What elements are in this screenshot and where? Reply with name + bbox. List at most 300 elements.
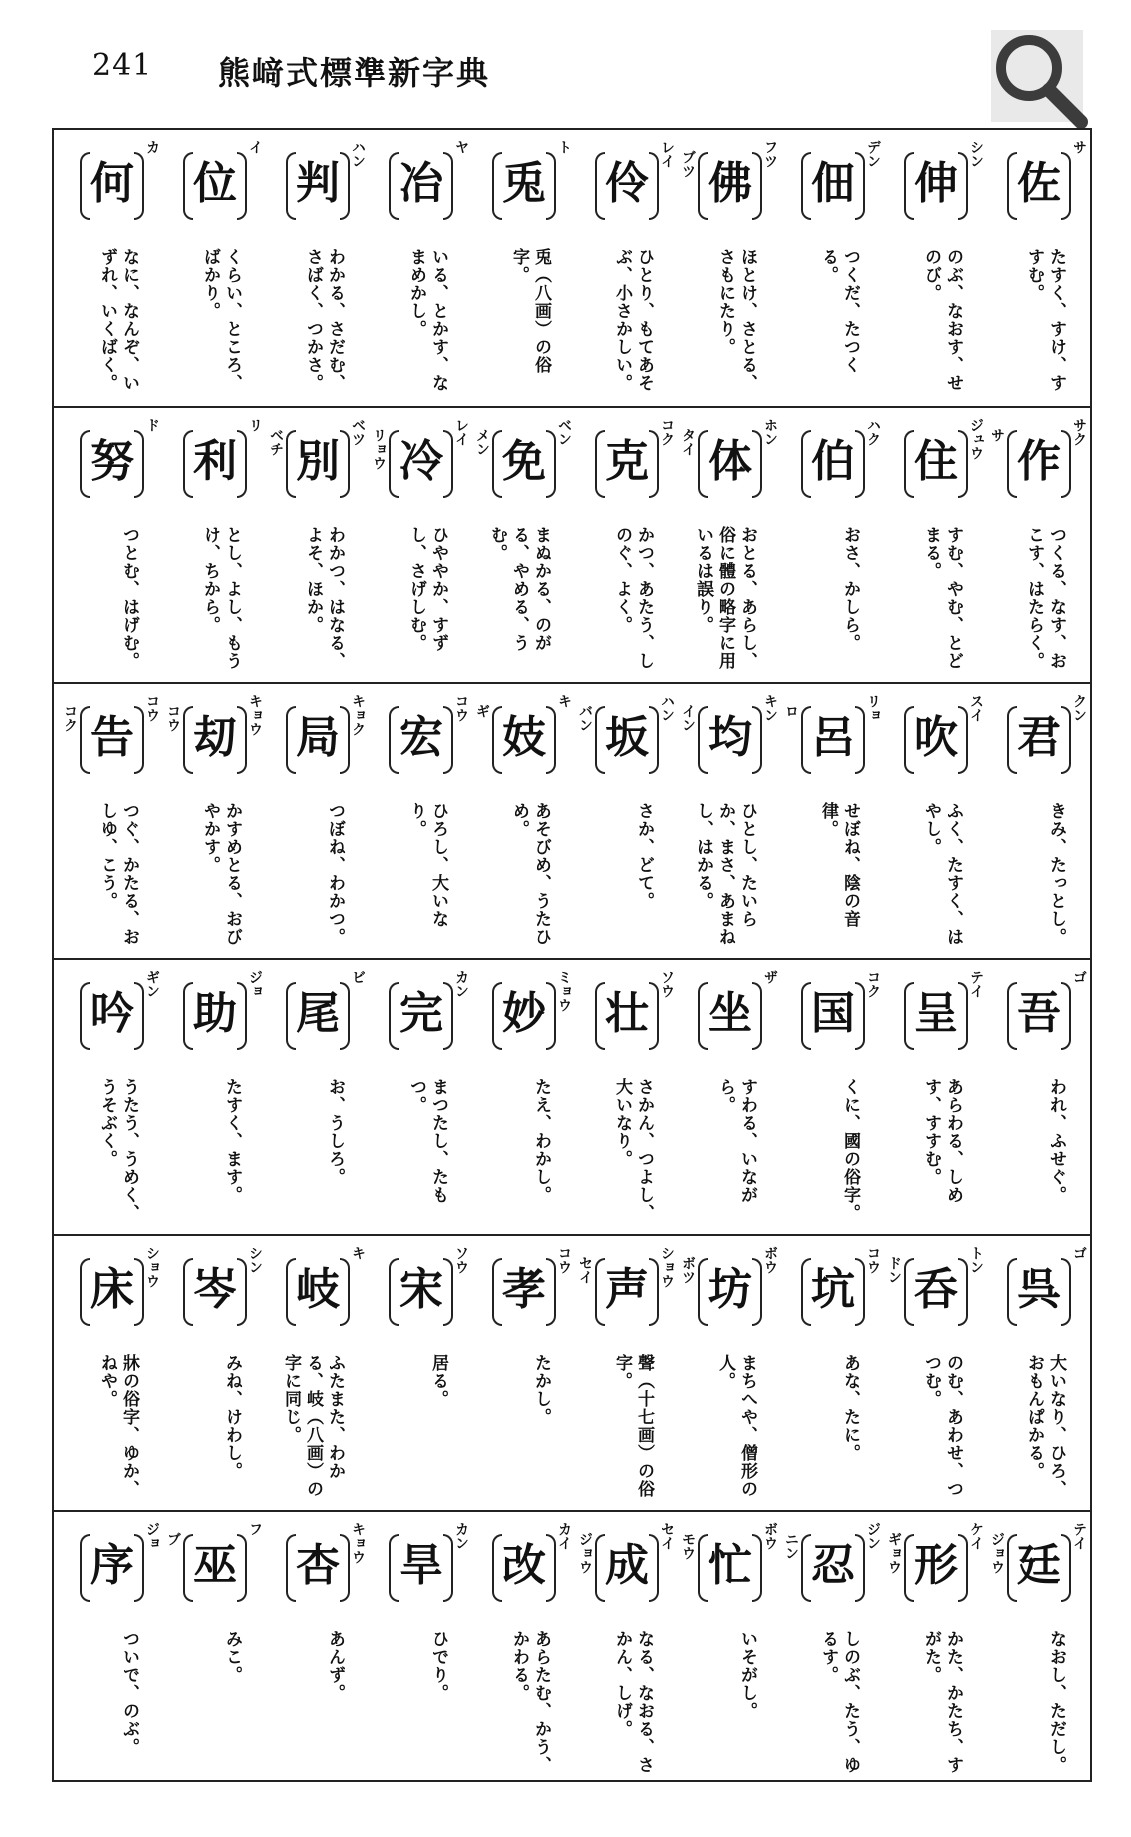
kanji-bracket	[1011, 982, 1067, 1052]
dictionary-entry	[60, 130, 162, 406]
kanji-character: 兎	[502, 158, 546, 209]
kanji-bracket	[599, 152, 655, 222]
kanji-meaning: 牀の俗字、ゆか、ねや。	[97, 1354, 139, 1498]
kanji-character: 呑	[914, 1264, 958, 1315]
kanji-reading: ジン	[865, 1522, 881, 1550]
kanji-character: 成	[605, 1540, 649, 1591]
kanji-bracket	[393, 430, 449, 500]
kanji-meaning: まぬかる、のがる、やめる、うむ。	[487, 526, 551, 652]
kanji-character: 巫	[193, 1540, 237, 1591]
kanji-character: 作	[1017, 436, 1061, 487]
kanji-reading-alt: ドン	[886, 1256, 902, 1284]
kanji-bracket	[702, 1534, 758, 1604]
kanji-meaning: おとる、あらし、俗に體の略字に用いるは誤り。	[693, 526, 757, 670]
dictionary-entry	[678, 130, 780, 406]
dictionary-entry	[266, 960, 368, 1236]
kanji-reading-alt: ギ	[474, 704, 490, 718]
kanji-bracket	[290, 430, 346, 500]
kanji-reading: レイ	[453, 418, 469, 446]
dictionary-entry	[575, 684, 677, 960]
kanji-reading: キ	[556, 694, 572, 708]
kanji-meaning: なおし、ただし。	[1046, 1630, 1066, 1774]
kanji-character: 冷	[399, 436, 443, 487]
dictionary-entry	[884, 684, 986, 960]
kanji-reading: デン	[865, 140, 881, 168]
kanji-character: 岑	[193, 1264, 237, 1315]
kanji-meaning: ふたまた、わかる、岐（八画）の字に同じ。	[281, 1354, 345, 1498]
kanji-reading-alt: リョウ	[371, 428, 387, 470]
kanji-character: 努	[90, 436, 134, 487]
kanji-character: 佐	[1017, 158, 1061, 209]
kanji-character: 改	[502, 1540, 546, 1591]
kanji-meaning: いる、とかす、なまめかし。	[406, 248, 448, 392]
dictionary-entry	[781, 408, 883, 684]
entry-row	[54, 406, 1090, 682]
kanji-bracket	[702, 430, 758, 500]
kanji-bracket	[1011, 706, 1067, 776]
kanji-reading: カイ	[556, 1522, 572, 1550]
kanji-meaning: あらたむ、かう、かわる。	[509, 1630, 551, 1774]
kanji-meaning: あんず。	[325, 1630, 345, 1702]
dictionary-entry	[60, 960, 162, 1236]
kanji-reading-alt: メン	[474, 428, 490, 456]
kanji-character: 免	[502, 436, 546, 487]
kanji-reading: シン	[968, 140, 984, 168]
kanji-reading: ザ	[762, 970, 778, 984]
kanji-reading-alt: ギョウ	[886, 1532, 902, 1574]
book-title: 熊﨑式標準新字典	[218, 54, 491, 92]
kanji-bracket	[84, 430, 140, 500]
kanji-character: 坂	[605, 712, 649, 763]
dictionary-entry	[369, 960, 471, 1236]
kanji-bracket	[84, 706, 140, 776]
kanji-character: 佃	[811, 158, 855, 209]
kanji-reading: キョク	[350, 694, 366, 736]
kanji-bracket	[805, 152, 861, 222]
kanji-bracket	[290, 982, 346, 1052]
dictionary-entry	[369, 1236, 471, 1512]
kanji-reading: コウ	[556, 1246, 572, 1274]
kanji-reading: コウ	[865, 1246, 881, 1274]
kanji-meaning: 聲（十七画）の俗字。	[612, 1354, 654, 1498]
kanji-reading: コウ	[453, 694, 469, 722]
kanji-character: 尾	[296, 988, 340, 1039]
kanji-bracket	[908, 982, 964, 1052]
kanji-reading: リョ	[865, 694, 881, 722]
kanji-bracket	[84, 982, 140, 1052]
kanji-bracket	[1011, 430, 1067, 500]
kanji-character: 体	[708, 436, 752, 487]
entry-row	[54, 958, 1090, 1234]
kanji-character: 床	[90, 1264, 134, 1315]
kanji-meaning: つとむ、はげむ。	[119, 526, 139, 670]
dictionary-entry	[781, 960, 883, 1236]
kanji-reading-alt: サ	[989, 428, 1005, 442]
kanji-character: 声	[605, 1264, 649, 1315]
kanji-meaning: 大いなり、ひろ、おもんぱかる。	[1024, 1354, 1066, 1498]
kanji-reading: ゴ	[1071, 970, 1087, 984]
kanji-meaning: まちへや、僧形の人。	[715, 1354, 757, 1498]
kanji-character: 住	[914, 436, 958, 487]
dictionary-entry	[266, 408, 368, 684]
dictionary-entry	[472, 130, 574, 406]
kanji-bracket	[702, 706, 758, 776]
kanji-character: 坑	[811, 1264, 855, 1315]
kanji-meaning: わかる、さだむ、さばく、つかさ。	[303, 248, 345, 392]
kanji-bracket	[599, 982, 655, 1052]
kanji-meaning: お、うしろ。	[325, 1078, 345, 1186]
kanji-bracket	[393, 706, 449, 776]
kanji-character: 孝	[502, 1264, 546, 1315]
kanji-bracket	[702, 982, 758, 1052]
dictionary-entry	[163, 960, 265, 1236]
dictionary-entry	[369, 1512, 471, 1788]
kanji-bracket	[805, 430, 861, 500]
kanji-reading: カ	[144, 140, 160, 154]
kanji-meaning: まつたし、たもつ。	[406, 1078, 448, 1204]
kanji-meaning: きみ、たっとし。	[1046, 802, 1066, 946]
dictionary-entry	[472, 684, 574, 960]
kanji-character: 杏	[296, 1540, 340, 1591]
kanji-bracket	[187, 982, 243, 1052]
kanji-bracket	[187, 1258, 243, 1328]
dictionary-entry	[987, 408, 1089, 684]
kanji-reading: サク	[1071, 418, 1087, 446]
kanji-character: 呂	[811, 712, 855, 763]
kanji-bracket	[393, 1534, 449, 1604]
kanji-meaning: あらわる、しめす、すすむ。	[921, 1078, 963, 1204]
dictionary-entry	[781, 1512, 883, 1788]
kanji-meaning: かすめとる、おびやかす。	[200, 802, 242, 946]
kanji-bracket	[1011, 152, 1067, 222]
dictionary-entry	[266, 684, 368, 960]
dictionary-entry	[60, 408, 162, 684]
dictionary-entry	[884, 408, 986, 684]
kanji-bracket	[84, 152, 140, 222]
kanji-character: 吾	[1017, 988, 1061, 1039]
magnifier-icon[interactable]	[985, 20, 1095, 132]
dictionary-entry	[163, 408, 265, 684]
dictionary-entry	[678, 1236, 780, 1512]
kanji-bracket	[496, 1534, 552, 1604]
kanji-bracket	[496, 982, 552, 1052]
dictionary-entry	[369, 130, 471, 406]
kanji-reading: ボウ	[762, 1246, 778, 1274]
kanji-meaning: わかつ、はなる、よそ、ほか。	[303, 526, 345, 670]
kanji-meaning: ふく、たすく、はやし。	[921, 802, 963, 946]
kanji-meaning: せぼね、陰の音律。	[818, 802, 860, 928]
kanji-character: 呈	[914, 988, 958, 1039]
kanji-meaning: のむ、あわせ、つつむ。	[921, 1354, 963, 1498]
dictionary-entry	[575, 130, 677, 406]
dictionary-entry	[987, 960, 1089, 1236]
kanji-meaning: くに、國の俗字。	[840, 1078, 860, 1222]
kanji-meaning: すむ、やむ、とどまる。	[921, 526, 963, 670]
kanji-reading: コウ	[144, 694, 160, 722]
dictionary-entry	[575, 1512, 677, 1788]
kanji-meaning: おさ、かしら。	[840, 526, 860, 652]
kanji-character: 克	[605, 436, 649, 487]
kanji-bracket	[496, 430, 552, 500]
kanji-reading: ハン	[350, 140, 366, 168]
kanji-reading: ソウ	[453, 1246, 469, 1274]
kanji-bracket	[496, 1258, 552, 1328]
kanji-bracket	[599, 1534, 655, 1604]
kanji-reading: リ	[247, 418, 263, 432]
kanji-meaning: なに、なんぞ、いずれ、いくばく。	[97, 248, 139, 392]
kanji-meaning: かた、かたち、すがた。	[921, 1630, 963, 1774]
dictionary-entry	[575, 408, 677, 684]
kanji-bracket	[599, 1258, 655, 1328]
kanji-reading-alt: コク	[62, 704, 78, 732]
kanji-reading: トン	[968, 1246, 984, 1274]
kanji-bracket	[908, 706, 964, 776]
kanji-character: 君	[1017, 712, 1061, 763]
dictionary-entry	[987, 684, 1089, 960]
kanji-character: 別	[296, 436, 340, 487]
kanji-reading: スイ	[968, 694, 984, 722]
kanji-bracket	[496, 706, 552, 776]
dictionary-entry	[987, 1236, 1089, 1512]
dictionary-entry	[472, 960, 574, 1236]
kanji-bracket	[1011, 1258, 1067, 1328]
kanji-reading: ビ	[350, 970, 366, 984]
kanji-bracket	[702, 1258, 758, 1328]
kanji-meaning: ほとけ、さとる、さもにたり。	[715, 248, 757, 392]
kanji-reading-alt: ベチ	[268, 428, 284, 456]
kanji-meaning: うたう、うめく、うそぶく。	[97, 1078, 139, 1222]
kanji-character: 忙	[708, 1540, 752, 1591]
kanji-meaning: あな、たに。	[840, 1354, 860, 1462]
dictionary-entry	[575, 1236, 677, 1512]
kanji-bracket	[187, 706, 243, 776]
kanji-bracket	[290, 152, 346, 222]
kanji-character: 位	[193, 158, 237, 209]
kanji-meaning: さか、どて。	[634, 802, 654, 910]
dictionary-entry	[266, 1236, 368, 1512]
kanji-bracket	[393, 982, 449, 1052]
entry-row	[54, 1510, 1090, 1786]
kanji-meaning: ひややか、すずし、さげしむ。	[406, 526, 448, 652]
kanji-reading-alt: モウ	[680, 1532, 696, 1560]
dictionary-entry	[266, 1512, 368, 1788]
kanji-character: 妙	[502, 988, 546, 1039]
kanji-meaning: なる、なおる、さかん、しげ。	[612, 1630, 654, 1774]
kanji-reading-alt: ニン	[783, 1532, 799, 1560]
kanji-reading-alt: ジョウ	[989, 1532, 1005, 1574]
kanji-meaning: たえ、わかし。	[531, 1078, 551, 1204]
kanji-meaning: あそびめ、うたひめ。	[509, 802, 551, 946]
kanji-reading: フツ	[762, 140, 778, 168]
dictionary-entry	[472, 408, 574, 684]
kanji-bracket	[599, 430, 655, 500]
dictionary-grid	[52, 128, 1092, 1782]
kanji-bracket	[84, 1258, 140, 1328]
kanji-reading: ジョ	[144, 1522, 160, 1550]
kanji-character: 岐	[296, 1264, 340, 1315]
dictionary-entry	[575, 960, 677, 1236]
dictionary-entry	[472, 1512, 574, 1788]
kanji-reading: レイ	[659, 140, 675, 168]
dictionary-entry	[60, 684, 162, 960]
kanji-character: 判	[296, 158, 340, 209]
kanji-character: 伯	[811, 436, 855, 487]
kanji-character: 忍	[811, 1540, 855, 1591]
kanji-reading-alt: ジョウ	[577, 1532, 593, 1574]
kanji-reading: ジョ	[247, 970, 263, 998]
dictionary-entry	[369, 408, 471, 684]
kanji-reading: ギン	[144, 970, 160, 998]
dictionary-entry	[163, 1512, 265, 1788]
kanji-reading-alt: タイ	[680, 428, 696, 456]
kanji-reading-alt: ボツ	[680, 1256, 696, 1284]
dictionary-entry	[266, 130, 368, 406]
kanji-reading: カン	[453, 1522, 469, 1550]
kanji-reading: ケイ	[968, 1522, 984, 1550]
kanji-character: 吹	[914, 712, 958, 763]
kanji-meaning: くらい、ところ、ばかり。	[200, 248, 242, 392]
dictionary-entry	[884, 1236, 986, 1512]
kanji-bracket	[805, 1534, 861, 1604]
dictionary-entry	[163, 684, 265, 960]
kanji-bracket	[187, 430, 243, 500]
kanji-meaning: ひとし、たいらか、まさ、あまねし、はかる。	[693, 802, 757, 946]
dictionary-entry	[60, 1236, 162, 1512]
kanji-meaning: つぐ、かたる、おしゆ、こう。	[97, 802, 139, 946]
kanji-character: 宋	[399, 1264, 443, 1315]
kanji-reading: ジュウ	[968, 418, 984, 460]
kanji-meaning: つくる、なす、おこす、はたらく。	[1024, 526, 1066, 670]
kanji-character: 坐	[708, 988, 752, 1039]
kanji-reading: ホン	[762, 418, 778, 446]
kanji-reading: ベツ	[350, 418, 366, 446]
kanji-bracket	[805, 982, 861, 1052]
kanji-character: 妓	[502, 712, 546, 763]
kanji-meaning: つぼね、わかつ。	[325, 802, 345, 946]
dictionary-entry	[678, 684, 780, 960]
kanji-reading: サ	[1071, 140, 1087, 154]
kanji-character: 吟	[90, 988, 134, 1039]
kanji-bracket	[84, 1534, 140, 1604]
kanji-character: 伶	[605, 158, 649, 209]
kanji-reading: ショウ	[659, 1246, 675, 1288]
kanji-character: 国	[811, 988, 855, 1039]
dictionary-entry	[60, 1512, 162, 1788]
kanji-character: 序	[90, 1540, 134, 1591]
kanji-meaning: のぶ、なおす、せのび。	[921, 248, 963, 392]
kanji-character: 刧	[193, 712, 237, 763]
entry-row	[54, 1234, 1090, 1510]
kanji-bracket	[805, 706, 861, 776]
kanji-character: 冶	[399, 158, 443, 209]
kanji-reading-alt: ブ	[165, 1532, 181, 1546]
kanji-meaning: ついで、のぶ。	[119, 1630, 139, 1756]
kanji-reading: シン	[247, 1246, 263, 1274]
kanji-reading-alt: イン	[680, 704, 696, 732]
kanji-reading: ゴ	[1071, 1246, 1087, 1260]
kanji-meaning: たかし。	[531, 1354, 551, 1426]
kanji-meaning: われ、ふせぐ。	[1046, 1078, 1066, 1204]
kanji-reading: ド	[144, 418, 160, 432]
kanji-character: 告	[90, 712, 134, 763]
kanji-meaning: しのぶ、たう、ゆるす。	[818, 1630, 860, 1774]
kanji-meaning: いそがし。	[737, 1630, 757, 1720]
kanji-meaning: みね、けわし。	[222, 1354, 242, 1480]
page-number: 241	[92, 48, 153, 83]
kanji-character: 宏	[399, 712, 443, 763]
kanji-bracket	[187, 152, 243, 222]
dictionary-entry	[163, 1236, 265, 1512]
entry-row	[54, 682, 1090, 958]
kanji-character: 局	[296, 712, 340, 763]
kanji-character: 坊	[708, 1264, 752, 1315]
kanji-reading: ボウ	[762, 1522, 778, 1550]
kanji-meaning: かつ、あたう、しのぐ、よく。	[612, 526, 654, 670]
kanji-bracket	[908, 430, 964, 500]
dictionary-entry	[472, 1236, 574, 1512]
dictionary-entry	[781, 1236, 883, 1512]
kanji-meaning: ひとり、もてあそぶ、小さかしい。	[612, 248, 654, 392]
kanji-reading: コク	[659, 418, 675, 446]
kanji-bracket	[393, 1258, 449, 1328]
kanji-character: 壮	[605, 988, 649, 1039]
kanji-bracket	[805, 1258, 861, 1328]
kanji-reading-alt: バン	[577, 704, 593, 732]
kanji-reading: テイ	[1071, 1522, 1087, 1550]
kanji-reading: キョウ	[247, 694, 263, 736]
dictionary-entry	[678, 408, 780, 684]
kanji-bracket	[908, 1258, 964, 1328]
kanji-reading: ト	[556, 140, 572, 154]
kanji-reading: ソウ	[659, 970, 675, 998]
kanji-reading-alt: コウ	[165, 704, 181, 732]
kanji-reading-alt: ロ	[783, 704, 799, 718]
kanji-character: 均	[708, 712, 752, 763]
kanji-bracket	[908, 1534, 964, 1604]
kanji-reading-alt: ブツ	[680, 150, 696, 178]
kanji-reading: ショウ	[144, 1246, 160, 1288]
kanji-bracket	[290, 1534, 346, 1604]
kanji-reading: ハン	[659, 694, 675, 722]
kanji-reading: ハク	[865, 418, 881, 446]
kanji-reading: キ	[350, 1246, 366, 1260]
kanji-character: 形	[914, 1540, 958, 1591]
kanji-reading: フ	[247, 1522, 263, 1536]
kanji-character: 伸	[914, 158, 958, 209]
kanji-meaning: たすく、ます。	[222, 1078, 242, 1204]
dictionary-entry	[369, 684, 471, 960]
entry-row	[54, 130, 1090, 406]
kanji-bracket	[290, 706, 346, 776]
dictionary-entry	[987, 1512, 1089, 1788]
kanji-bracket	[1011, 1534, 1067, 1604]
kanji-reading: ヤ	[453, 140, 469, 154]
kanji-reading: コク	[865, 970, 881, 998]
kanji-character: 完	[399, 988, 443, 1039]
kanji-bracket	[599, 706, 655, 776]
kanji-bracket	[290, 1258, 346, 1328]
kanji-reading: テイ	[968, 970, 984, 998]
kanji-reading: キョウ	[350, 1522, 366, 1564]
kanji-meaning: 兎（八画）の俗字。	[509, 248, 551, 374]
dictionary-entry	[781, 684, 883, 960]
kanji-reading-alt: セイ	[577, 1256, 593, 1284]
kanji-reading: キン	[762, 694, 778, 722]
kanji-meaning: たすく、すけ、すすむ。	[1024, 248, 1066, 392]
kanji-meaning: 居る。	[428, 1354, 448, 1408]
kanji-meaning: さかん、つよし、大いなり。	[612, 1078, 654, 1222]
dictionary-entry	[987, 130, 1089, 406]
